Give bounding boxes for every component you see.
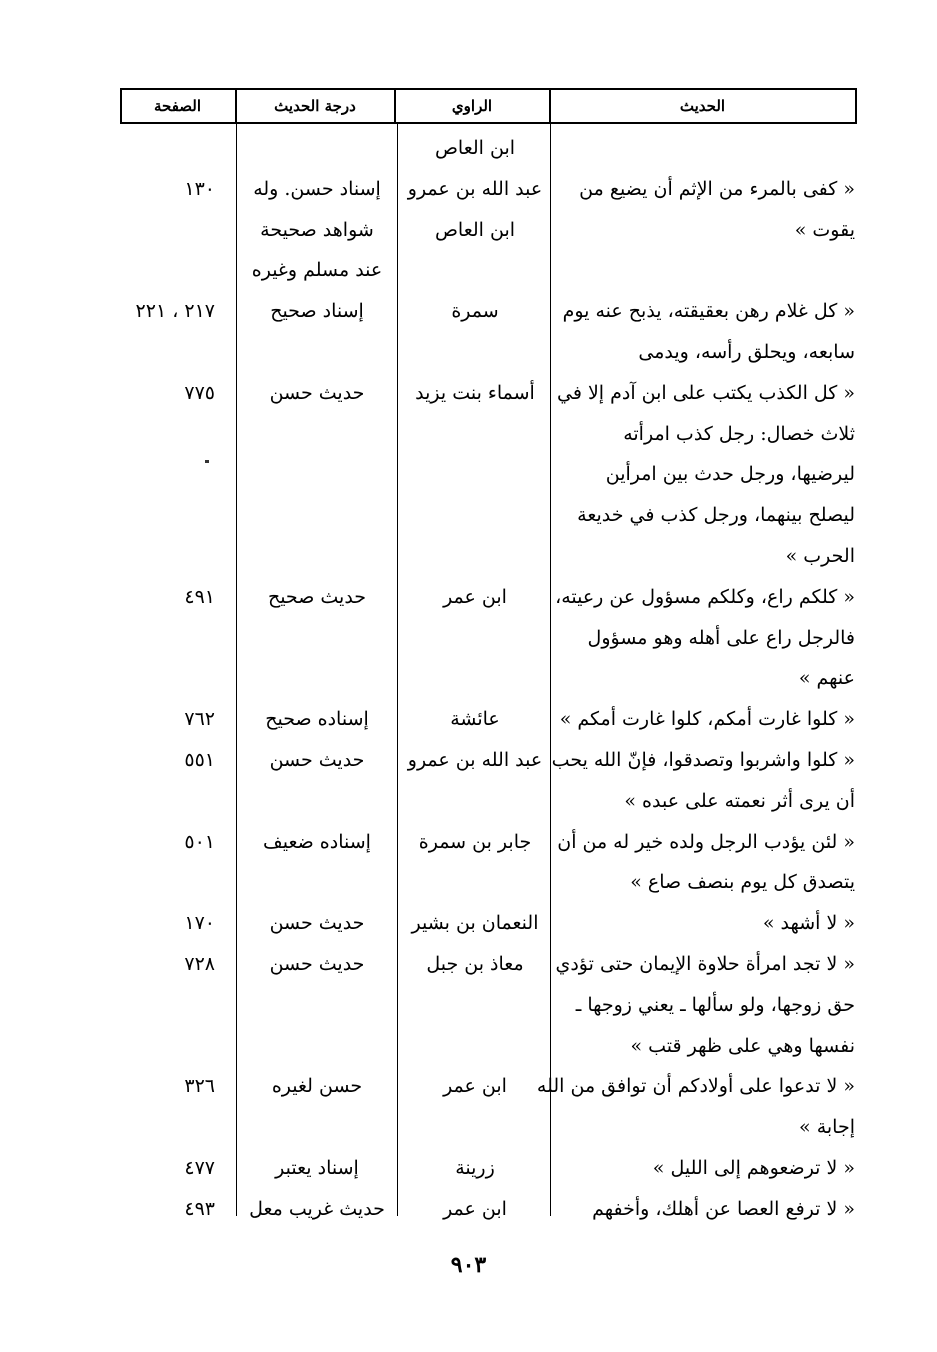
daraja-text: إسناده ضعيف bbox=[263, 831, 371, 853]
hadith-text: « لئن يؤدب الرجل ولده خير له من أن bbox=[557, 831, 855, 853]
header-page: الصفحة bbox=[153, 97, 202, 115]
rawi-text: أسماء بنت يزيد bbox=[415, 382, 535, 404]
page-ref: ٧٧٥ bbox=[184, 382, 215, 404]
daraja-text: حديث حسن bbox=[269, 749, 365, 771]
rawi-text: سمرة bbox=[451, 300, 499, 322]
hadith-text: « لا تجد امرأة حلاوة الإيمان حتى تؤدي bbox=[555, 953, 855, 975]
hadith-text: حق زوجها، ولو سألها ـ يعني زوجها ـ bbox=[575, 994, 855, 1016]
hadith-text: إجابة » bbox=[799, 1116, 855, 1138]
daraja-text: حديث حسن bbox=[269, 382, 365, 404]
daraja-text: حسن لغيره bbox=[271, 1075, 363, 1097]
daraja-text: حديث صحيح bbox=[267, 586, 367, 608]
header-divider bbox=[235, 90, 237, 122]
rawi-text: ابن عمر bbox=[443, 1198, 507, 1220]
daraja-text: إسناد صحيح bbox=[270, 300, 364, 322]
page-ref: ٧٢٨ bbox=[184, 953, 215, 975]
daraja-text: إسناد يعتبر bbox=[275, 1157, 359, 1179]
column-rule bbox=[550, 124, 551, 1216]
hadith-text: سابعه، ويحلق رأسه، ويدمى bbox=[638, 341, 855, 363]
hadith-text: ليصلح بينهما، ورجل كذب في خديعة bbox=[577, 504, 855, 526]
hadith-text: يقوت » bbox=[794, 219, 855, 241]
hadith-text: عنهم » bbox=[798, 667, 855, 689]
scan-speck bbox=[205, 460, 209, 463]
hadith-text: « لا تدعوا على أولادكم أن توافق من الله bbox=[536, 1075, 855, 1097]
hadith-text: نفسها وهي على ظهر قتب » bbox=[630, 1035, 855, 1057]
header-rawi: الراوي bbox=[451, 97, 493, 115]
daraja-text: عند مسلم وغيره bbox=[251, 259, 383, 281]
page-ref: ٧٦٢ bbox=[184, 708, 215, 730]
hadith-text: « كل الكذب يكتب على ابن آدم إلا في bbox=[557, 382, 855, 404]
rawi-text: جابر بن سمرة bbox=[418, 831, 532, 853]
rawi-text: عبد الله بن عمرو bbox=[407, 178, 543, 200]
hadith-text: « كل غلام رهن بعقيقته، يذبح عنه يوم bbox=[562, 300, 855, 322]
page-ref: ٥٥١ bbox=[184, 749, 215, 771]
hadith-text: « كلوا غارت أمكم، كلوا غارت أمكم » bbox=[559, 708, 855, 730]
rawi-text: عبد الله بن عمرو bbox=[407, 749, 543, 771]
daraja-text: حديث حسن bbox=[269, 912, 365, 934]
hadith-text: « لا أشهد » bbox=[762, 912, 855, 934]
daraja-text: حديث غريب معل bbox=[249, 1198, 385, 1220]
hadith-text: فالرجل راع على أهله وهو مسؤول bbox=[587, 627, 855, 649]
hadith-text: أن يرى أثر نعمته على عبده » bbox=[624, 790, 855, 812]
hadith-text: ليرضيها، ورجل حدث بين امرأين bbox=[605, 463, 855, 485]
page-ref: ٤٩١ bbox=[184, 586, 215, 608]
header-daraja: درجة الحديث bbox=[274, 97, 356, 115]
hadith-text: « كفى بالمرء من الإثم أن يضيع من bbox=[579, 178, 855, 200]
page-ref: ٣٢٦ bbox=[184, 1075, 215, 1097]
rawi-text: معاذ بن جبل bbox=[426, 953, 524, 975]
hadith-text: « لا ترضعوهم إلى الليل » bbox=[652, 1157, 855, 1179]
page-ref: ٤٧٧ bbox=[184, 1157, 215, 1179]
daraja-text: إسناده صحيح bbox=[265, 708, 369, 730]
rawi-text: عائشة bbox=[450, 708, 500, 730]
page-number: ٩٠٣ bbox=[450, 1252, 487, 1278]
hadith-text: ثلاث خصال: رجل كذب امرأته bbox=[623, 423, 855, 445]
rawi-text: ابن العاص bbox=[434, 137, 516, 159]
hadith-text: الحرب » bbox=[785, 545, 855, 567]
daraja-text: شواهد صحيحة bbox=[260, 219, 374, 241]
hadith-text: « لا ترفع العصا عن أهلك، وأخفهم bbox=[592, 1198, 855, 1220]
column-rule bbox=[236, 124, 237, 1216]
page-ref: ١٧٠ bbox=[184, 912, 215, 934]
daraja-text: إسناد حسن. وله bbox=[253, 178, 381, 200]
page-ref: ١٣٠ bbox=[184, 178, 215, 200]
table-header bbox=[120, 88, 857, 124]
rawi-text: النعمان بن بشير bbox=[411, 912, 539, 934]
rawi-text: ابن عمر bbox=[443, 1075, 507, 1097]
rawi-text: زرينة bbox=[455, 1157, 495, 1179]
page-ref: ٤٩٣ bbox=[184, 1198, 215, 1220]
rawi-text: ابن العاص bbox=[434, 219, 516, 241]
hadith-text: « كلكم راع، وكلكم مسؤول عن رعيته، bbox=[555, 586, 855, 608]
header-divider bbox=[394, 90, 396, 122]
header-divider bbox=[549, 90, 551, 122]
rawi-text: ابن عمر bbox=[443, 586, 507, 608]
header-hadith: الحديث bbox=[679, 97, 726, 115]
hadith-text: « كلوا واشربوا وتصدقوا، فإنّ الله يحب bbox=[551, 749, 855, 771]
daraja-text: حديث حسن bbox=[269, 953, 365, 975]
page-ref: ٥٠١ bbox=[184, 831, 215, 853]
column-rule bbox=[397, 124, 398, 1216]
hadith-text: يتصدق كل يوم بنصف صاع » bbox=[630, 871, 855, 893]
page-ref: ٢١٧ ، ٢٢١ bbox=[135, 300, 215, 322]
